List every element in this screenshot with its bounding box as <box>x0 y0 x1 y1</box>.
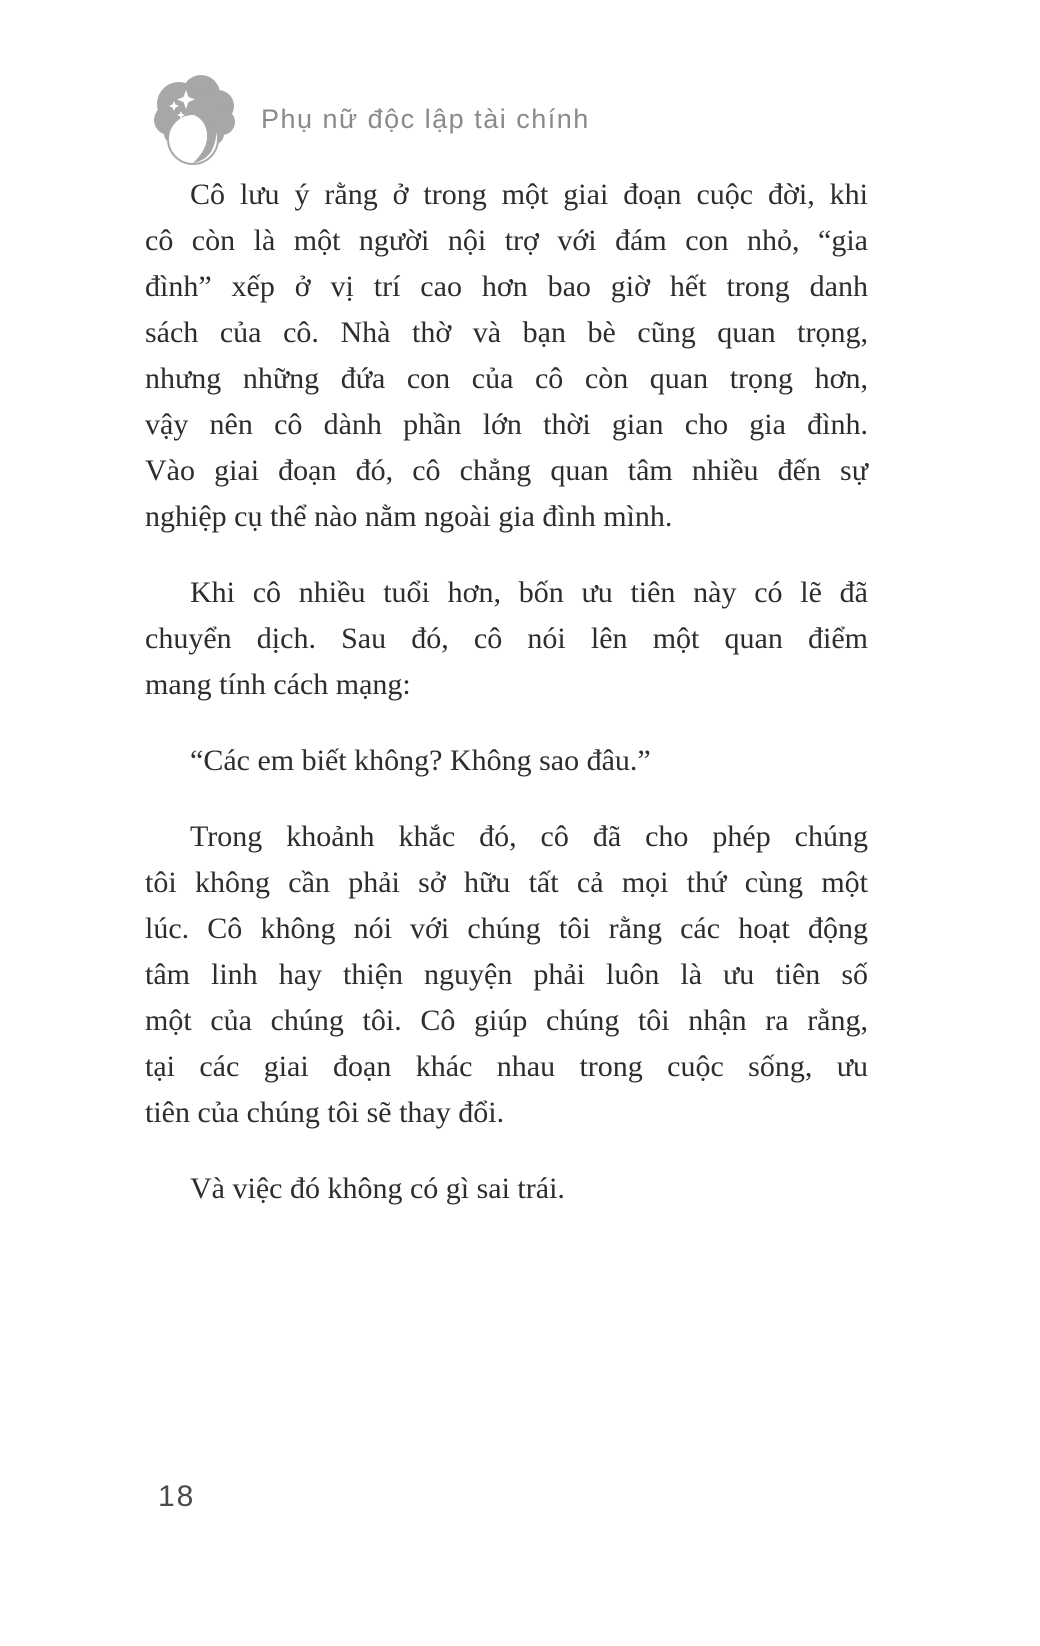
text-line: nghiệp cụ thể nào nằm ngoài gia đình mình. <box>145 500 673 533</box>
paragraph <box>145 1166 868 1212</box>
text-line: Và việc đó không có gì sai trái. <box>190 1172 565 1205</box>
text-line: chuyển dịch. Sau đó, cô nói lên một quan điểm <box>145 622 868 655</box>
text-line: cô còn là một người nội trợ với đám con nhỏ, “gia <box>145 224 868 257</box>
paragraph <box>145 172 868 540</box>
body-text <box>145 172 868 1242</box>
text-line: “Các em biết không? Không sao đâu.” <box>190 744 651 777</box>
page-header <box>143 70 590 174</box>
text-line: tôi không cần phải sở hữu tất cả mọi thứ cùng một <box>145 866 868 899</box>
paragraph <box>145 814 868 1136</box>
text-line: Vào giai đoạn đó, cô chẳng quan tâm nhiều đến sự <box>145 454 868 487</box>
text-line: mang tính cách mạng: <box>145 668 411 701</box>
text-line: tâm linh hay thiện nguyện phải luôn là ưu tiên số <box>145 958 868 991</box>
text-line: tại các giai đoạn khác nhau trong cuộc sống, ưu <box>145 1050 868 1083</box>
text-line: vậy nên cô dành phần lớn thời gian cho gia đình. <box>145 408 868 441</box>
text-line: đình” xếp ở vị trí cao hơn bao giờ hết trong danh <box>145 270 868 303</box>
woman-head-logo-icon <box>143 70 247 174</box>
text-line: sách của cô. Nhà thờ và bạn bè cũng quan trọng, <box>145 316 868 349</box>
text-line: lúc. Cô không nói với chúng tôi rằng các hoạt động <box>145 912 868 945</box>
text-line: Cô lưu ý rằng ở trong một giai đoạn cuộc đời, khi <box>190 178 868 211</box>
text-line: một của chúng tôi. Cô giúp chúng tôi nhận ra rằng, <box>145 1004 868 1037</box>
text-line: tiên của chúng tôi sẽ thay đổi. <box>145 1096 505 1129</box>
text-line: Khi cô nhiều tuổi hơn, bốn ưu tiên này có lẽ đã <box>190 576 868 609</box>
text-line: Trong khoảnh khắc đó, cô đã cho phép chúng <box>190 820 868 853</box>
paragraph <box>145 738 868 784</box>
running-header-title: Phụ nữ độc lập tài chính <box>261 103 590 134</box>
text-line: nhưng những đứa con của cô còn quan trọng hơn, <box>145 362 868 395</box>
page-number: 18 <box>158 1480 196 1513</box>
paragraph <box>145 570 868 708</box>
